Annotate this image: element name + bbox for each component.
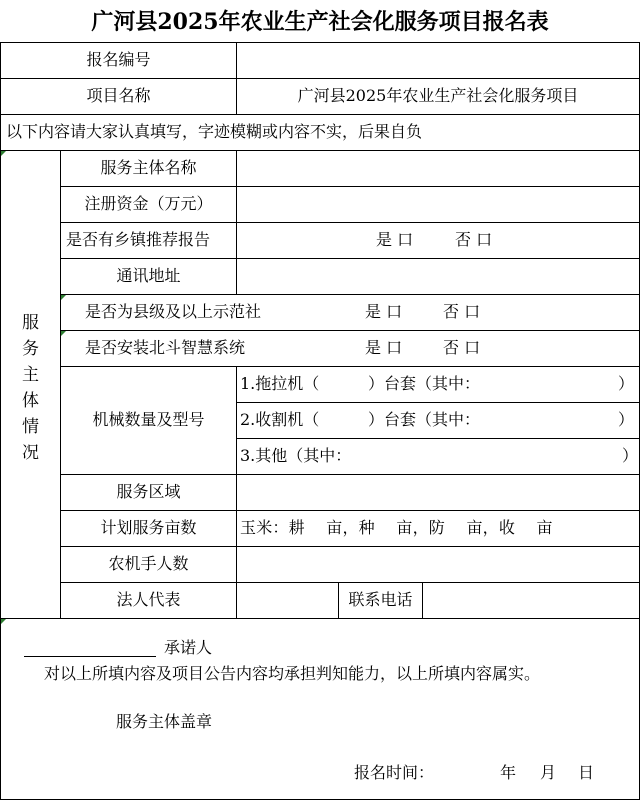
project-name-label: 项目名称	[86, 86, 151, 105]
county-demo-no-checkbox[interactable]: 否 口	[443, 302, 481, 321]
row-divider	[0, 618, 640, 619]
section-char: 情	[22, 417, 39, 437]
row-divider	[60, 366, 640, 367]
cell-marker	[61, 331, 66, 336]
date-label: 报名时间：	[354, 763, 435, 782]
column-divider	[236, 366, 237, 618]
planned-mu-value: 玉米：耕 亩，种 亩，防 亩，收 亩	[240, 518, 553, 537]
address-field[interactable]	[240, 262, 636, 292]
service-area-field[interactable]	[240, 478, 636, 508]
pledge-statement: 对以上所填内容及项目公告内容均承担判知能力，以上所填内容属实。	[44, 664, 541, 683]
machinery-line-other-start: 3.其他（其中：	[240, 446, 352, 465]
table-top-border	[0, 42, 640, 43]
section-char: 体	[22, 391, 39, 411]
beidou-no-checkbox[interactable]: 否 口	[443, 338, 481, 357]
machinery-line-harvester-end: ）	[618, 410, 635, 429]
row-divider	[60, 294, 640, 295]
machinery-line-other-end: ）	[622, 446, 639, 465]
form-title: 广河县2025年农业生产社会化服务项目报名表	[91, 9, 549, 35]
county-demo-yes-checkbox[interactable]: 是 口	[365, 302, 403, 321]
row-divider	[60, 582, 640, 583]
address-label: 通讯地址	[116, 266, 181, 285]
legal-rep-label: 法人代表	[116, 590, 181, 609]
row-divider	[60, 330, 640, 331]
date-month-label: 月	[540, 763, 557, 782]
section-char: 主	[22, 365, 39, 385]
row-divider	[60, 510, 640, 511]
date-day-label: 日	[578, 763, 595, 782]
row-divider	[236, 438, 640, 439]
row-divider	[60, 258, 640, 259]
beidou-label: 是否安装北斗智慧系统	[85, 338, 246, 357]
phone-field[interactable]	[426, 586, 636, 616]
row-divider	[60, 546, 640, 547]
row-divider	[236, 402, 640, 403]
machinery-label: 机械数量及型号	[92, 410, 205, 429]
section-label-service-entity	[1, 310, 60, 466]
row-divider	[0, 78, 640, 79]
legal-rep-field[interactable]	[240, 586, 334, 616]
section-char: 况	[22, 443, 39, 463]
registration-no-label: 报名编号	[86, 50, 151, 69]
operators-field[interactable]	[240, 550, 636, 580]
pledger-label: 承诺人	[164, 638, 213, 657]
entity-name-label: 服务主体名称	[100, 158, 197, 177]
row-divider	[60, 474, 640, 475]
date-year-label: 年	[500, 763, 517, 782]
entity-name-field[interactable]	[240, 154, 636, 184]
registered-capital-field[interactable]	[240, 190, 636, 220]
machinery-line-tractor-start: 1.拖拉机（	[240, 374, 320, 393]
cell-marker	[1, 619, 6, 624]
row-divider	[60, 222, 640, 223]
column-divider	[236, 150, 237, 294]
seal-label: 服务主体盖章	[116, 712, 213, 731]
table-bottom-border	[0, 799, 640, 800]
machinery-line-tractor-end: ）	[618, 374, 635, 393]
beidou-yes-checkbox[interactable]: 是 口	[365, 338, 403, 357]
section-char: 服	[22, 313, 39, 333]
column-divider	[60, 150, 61, 618]
planned-mu-label: 计划服务亩数	[100, 518, 197, 537]
service-area-label: 服务区域	[116, 482, 181, 501]
township-recommend-yes-checkbox[interactable]: 是 口	[376, 230, 414, 249]
township-recommend-no-checkbox[interactable]: 否 口	[455, 230, 493, 249]
phone-label: 联系电话	[348, 590, 413, 609]
registered-capital-label: 注册资金（万元）	[84, 194, 213, 213]
county-demo-label: 是否为县级及以上示范社	[85, 302, 262, 321]
machinery-line-tractor-mid: ）台套（其中：	[368, 374, 481, 393]
registration-no-field[interactable]	[240, 46, 636, 76]
project-name-value: 广河县2025年农业生产社会化服务项目	[297, 86, 579, 105]
machinery-line-harvester-start: 2.收割机（	[240, 410, 320, 429]
township-recommend-label: 是否有乡镇推荐报告	[66, 230, 211, 249]
row-divider	[0, 150, 640, 151]
machinery-line-harvester-mid: ）台套（其中：	[368, 410, 481, 429]
cell-marker	[61, 295, 66, 300]
pledger-signature-line[interactable]	[24, 656, 156, 657]
section-char: 务	[22, 339, 39, 359]
form-notice: 以下内容请大家认真填写，字迹模糊或内容不实，后果自负	[6, 122, 423, 141]
row-divider	[60, 186, 640, 187]
operators-label: 农机手人数	[108, 554, 189, 573]
cell-marker	[1, 151, 6, 156]
column-divider	[422, 582, 423, 618]
row-divider	[0, 114, 640, 115]
